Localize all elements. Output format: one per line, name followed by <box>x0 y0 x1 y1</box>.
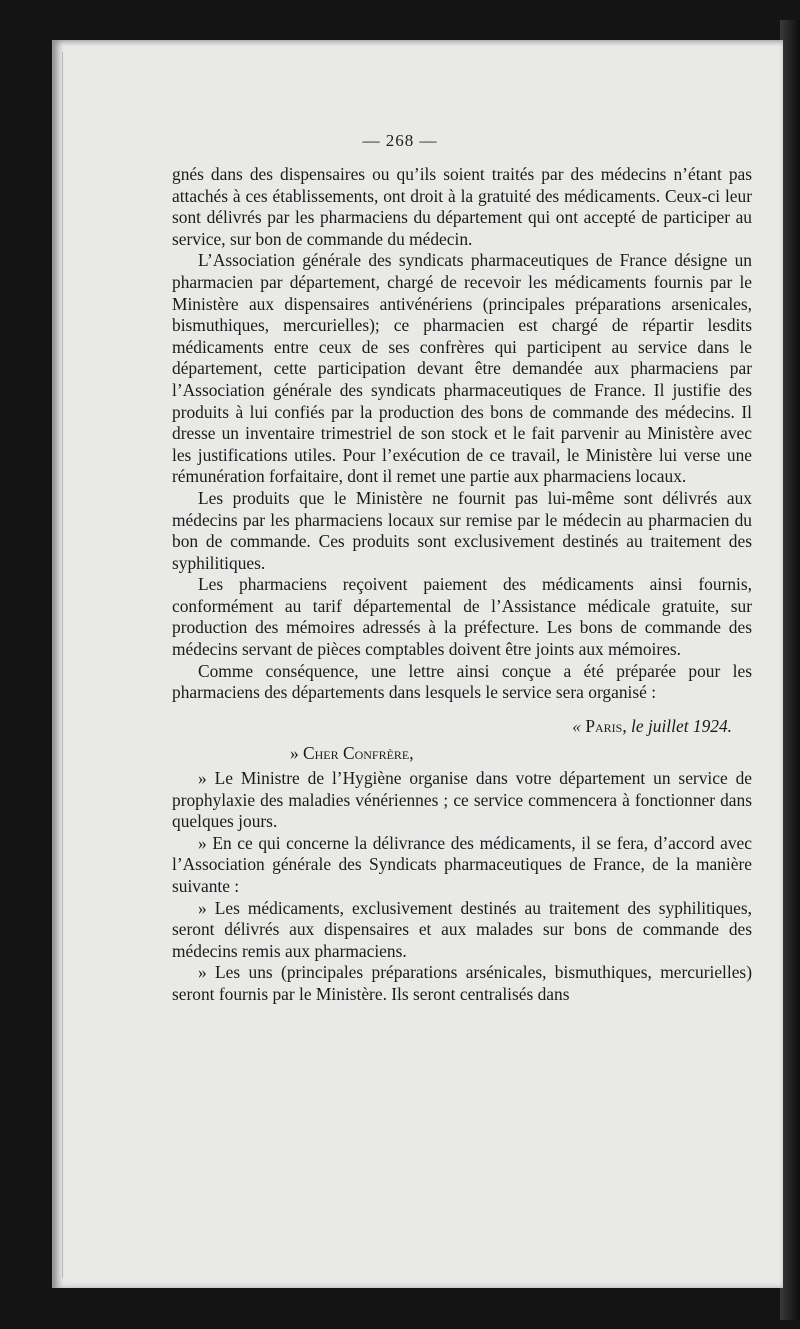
letter-paragraph-medications: » Les médicaments, exclusivement destinés au traitement des syphilitiques, seront délivrés aux dispensaires et aux malades sur bons de commande des médecins remis aux pharmaciens. <box>172 897 752 961</box>
paragraph-local-products: Les produits que le Ministère ne fournit pas lui-même sont délivrés aux médecins par les pharmaciens locaux sur remise par le médecin au pharmacien du bon de commande. Ces produits sont exclusivement destinés au traitement des syphilitiques. <box>172 487 752 573</box>
letter-dateline <box>172 716 732 738</box>
dateline-quote: « <box>572 715 586 736</box>
page-text <box>172 164 752 1006</box>
dateline-city: Paris, <box>585 715 627 736</box>
letter-paragraph-delivery: » En ce qui concerne la délivrance des médicaments, il se fera, d’accord avec l’Association générale des Syndicats pharmaceutiques de France, de la manière suivante : <box>172 832 752 896</box>
book-binding-shadow <box>780 20 800 1320</box>
page-margin-line <box>62 52 63 1278</box>
dateline-date: le juillet 1924. <box>626 715 732 736</box>
letter-paragraph-supply: » Les uns (principales préparations arsénicales, bismuthiques, mercurielles) seront fournis par le Ministère. Ils seront centralisés dans <box>172 962 752 1004</box>
paragraph-letter-intro: Comme conséquence, une lettre ainsi conçue a été préparée pour les pharmaciens des départements dans lesquels le service sera organisé : <box>172 660 752 703</box>
paragraph-association: L’Association générale des syndicats pharmaceutiques de France désigne un pharmacien par département, chargé de recevoir les médicaments fournis par le Ministère aux dispensaires antivénériens (principales préparations arsenicales, bismuthiques, mercurielles); ce pharmacien est chargé de répartir lesdits médicaments entre ceux de ses confrères qui participent au service dans le département, cette participation devant être demandée aux pharmaciens par l’Association générale des syndicats pharmaceutiques de France. Il justifie des produits à lui confiés par la production des bons de commande des médecins. Il dresse un inventaire trimestriel de son stock et le fait parvenir au Ministère avec les justifications utiles. Pour l’exécution de ce travail, le Ministère lui verse une rémunération forfaitaire, dont il remet une partie aux pharmaciens locaux. <box>172 250 752 487</box>
letter-salutation: » Cher Confrère, <box>290 743 414 764</box>
paragraph-payment: Les pharmaciens reçoivent paiement des médicaments ainsi fournis, conformément au tarif départemental de l’Assistance médicale gratuite, sur production des mémoires adressés à la préfecture. Les bons de commande des médecins servant de pièces comptables doivent être joints aux mémoires. <box>172 574 752 660</box>
letter-paragraph-ministry: » Le Ministre de l’Hygiène organise dans votre département un service de prophylaxie des maladies vénériennes ; ce service commencera à fonctionner dans quelques jours. <box>172 768 752 832</box>
paragraph-continuation: gnés dans des dispensaires ou qu’ils soient traités par des médecins n’étant pas attachés à ces établissements, ont droit à la gratuité des médicaments. Ceux-ci leur sont délivrés par les pharmaciens du département qui ont accepté de participer au service, sur bon de commande du médecin. <box>172 164 752 249</box>
page-number: — 268 — <box>362 131 438 150</box>
